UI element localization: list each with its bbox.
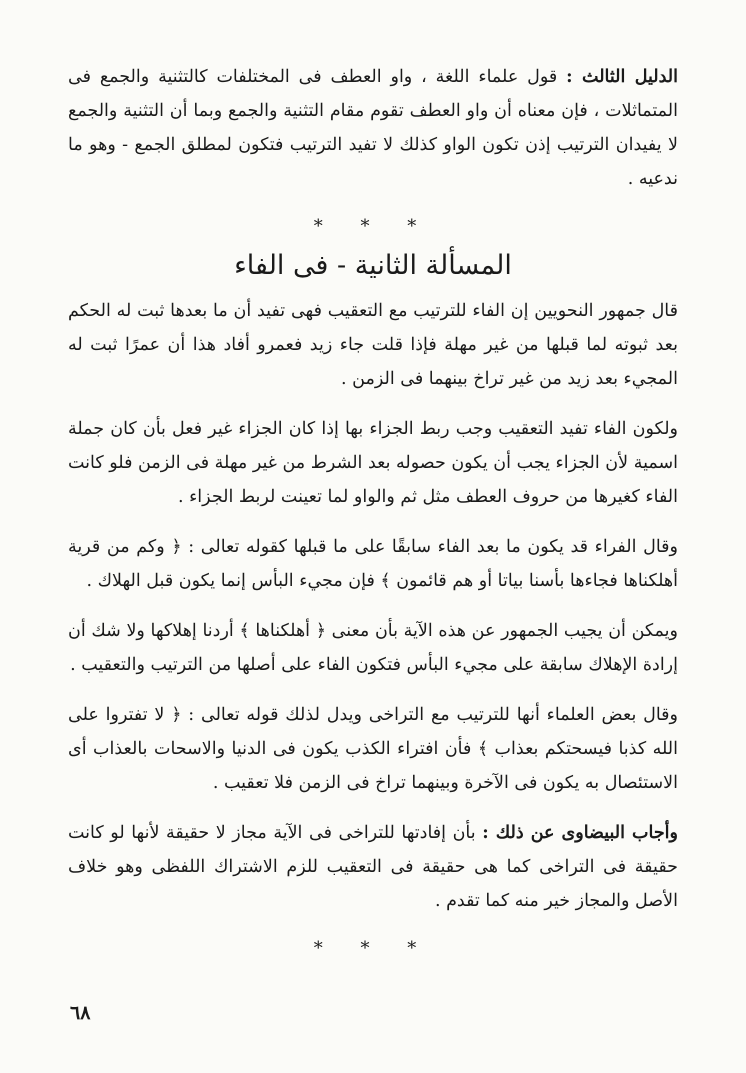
paragraph-text: بأن إفادتها للتراخى فى الآية مجاز لا حقيقة لأنها لو كانت حقيقة فى التراخى كما هى حقيقة فى التعقيب للزم الاشتراك اللفظى وهو خلاف الأصل والمجاز خير منه كما تقدم . <box>68 823 678 911</box>
section-heading: المسألة الثانية - فى الفاء <box>234 250 512 281</box>
lead-term: الدليل الثالث : <box>566 67 678 87</box>
paragraph: وقال بعض العلماء أنها للترتيب مع التراخى ويدل لذلك قوله تعالى : ﴿ لا تفتروا على الله كذبا فيسحتكم بعذاب ﴾ فأن افتراء الكذب يكون فى الدنيا والاسحات بالعذاب أى الاستئصال به يكون فى الآخرة وبينهما تراخ فى الزمن فلا تعقيب . <box>68 705 678 793</box>
paragraph: وقال الفراء قد يكون ما بعد الفاء سابقًا على ما قبلها كقوله تعالى : ﴿ وكم من قرية أهلكناها فجاءها بأسنا بياتا أو هم قائمون ﴾ فإن مجيء البأس إنما يكون قبل الهلاك . <box>68 537 678 591</box>
lead-term: وأجاب البيضاوى عن ذلك : <box>482 823 678 843</box>
paragraph-text: قول علماء اللغة ، واو العطف فى المختلفات كالتثنية والجمع فى المتماثلات ، فإن معناه أن واو العطف تقوم مقام التثنية والجمع وبما أن التثنية والجمع لا يفيدان الترتيب إذن تكون الواو كذلك لا تفيد الترتيب فتكون لمطلق الجمع - وهو ما ندعيه . <box>68 67 678 189</box>
star-separator: * * * <box>313 938 433 959</box>
paragraph: ويمكن أن يجيب الجمهور عن هذه الآية بأن معنى ﴿ أهلكناها ﴾ أردنا إهلاكها ولا شك أن إرادة الإهلاك سابقة على مجيء البأس فتكون الفاء على أصلها من الترتيب والتعقيب . <box>68 621 678 675</box>
paragraph-baidawi-answer <box>68 816 678 918</box>
star-separator: * * * <box>313 216 433 237</box>
page-number: ٦٨ <box>70 1002 91 1024</box>
paragraph: قال جمهور النحويين إن الفاء للترتيب مع التعقيب فهى تفيد أن ما بعدها ثبت له الحكم بعد ثبوته لما قبلها من غير مهلة فإذا قلت جاء زيد فعمرو أفاد هذا أن عمرًا ثبت له المجيء بعد زيد من غير تراخ بينهما فى الزمن . <box>68 301 678 389</box>
section-paragraph-third-evidence <box>68 60 678 196</box>
paragraph: ولكون الفاء تفيد التعقيب وجب ربط الجزاء بها إذا كان الجزاء غير فعل بأن كان جملة اسمية لأن الجزاء يجب أن يكون حصوله بعد الشرط من غير مهلة فى الزمن فلو كانت الفاء كغيرها من حروف العطف مثل ثم والواو لما تعينت لربط الجزاء . <box>67 419 678 507</box>
